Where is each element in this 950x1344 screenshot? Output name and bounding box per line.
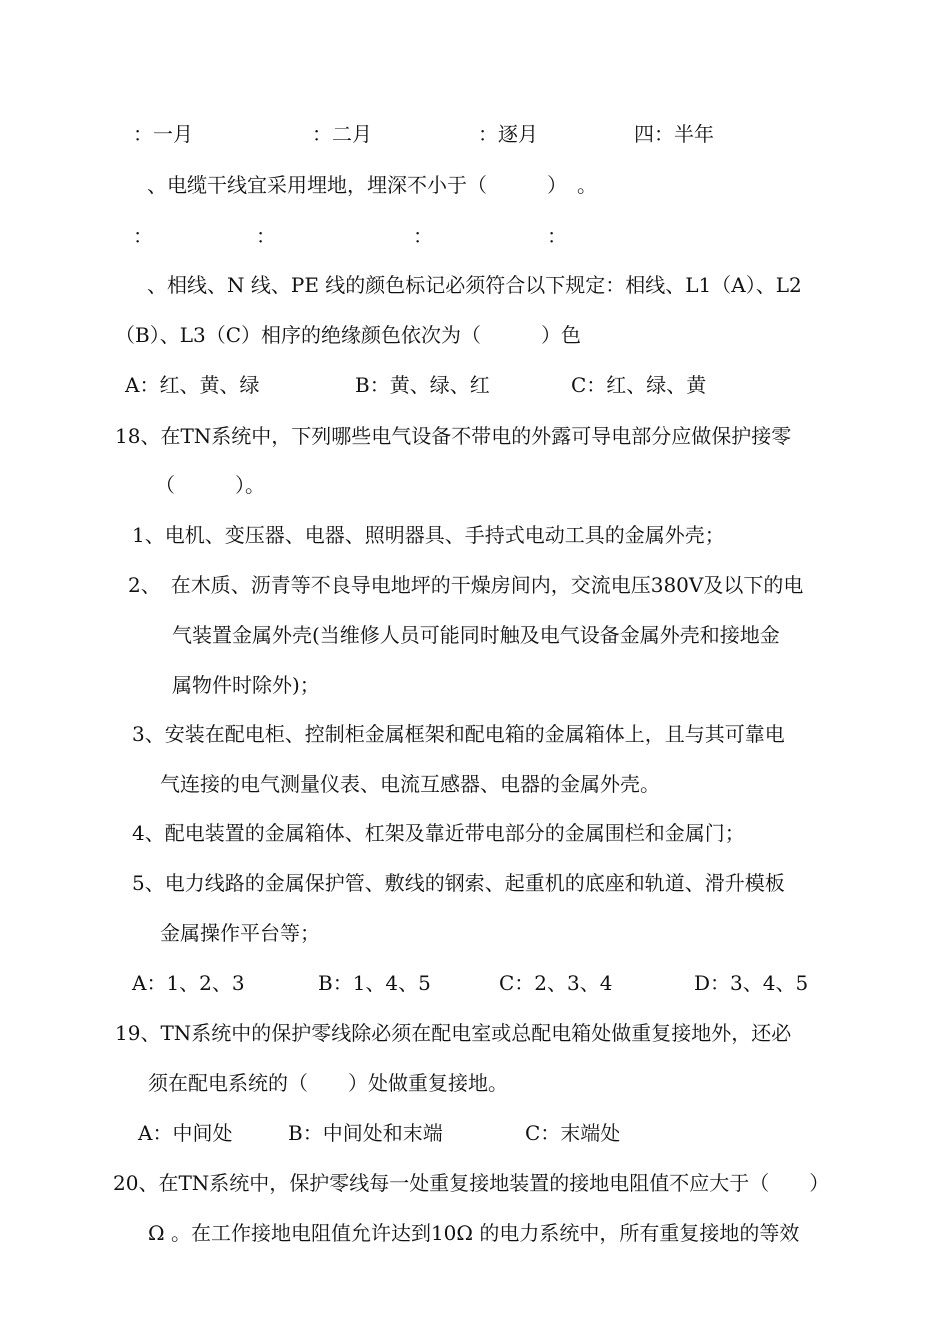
option-b: B：1、4、5: [318, 971, 431, 995]
option-b: B：中间处和末端: [288, 1121, 443, 1145]
option-b: ：二月: [312, 122, 372, 146]
option-a: A：中间处: [138, 1121, 233, 1145]
option-a: A：1、2、3: [132, 971, 245, 995]
option-d: ：: [547, 224, 567, 248]
question-20-stem: 20、在TN系统中，保护零线每一处重复接地装置的接地电阻值不应大于（ ）: [113, 1171, 830, 1195]
option-c: C：末端处: [525, 1121, 621, 1145]
option-c: ：逐月: [478, 122, 538, 146]
option-b: B：黄、绿、红: [355, 373, 490, 397]
list-item-cont: 金属操作平台等；: [160, 921, 320, 945]
question-20-stem-cont: Ω 。在工作接地电阻值允许达到10Ω 的电力系统中，所有重复接地的等效: [148, 1221, 800, 1245]
question-color-stem: 、相线、N 线、PE 线的颜色标记必须符合以下规定：相线、L1（A）、L2: [147, 273, 802, 297]
list-item: 2、 在木质、沥青等不良导电地坪的干燥房间内，交流电压380V及以下的电: [128, 573, 804, 597]
list-item: 3、安装在配电柜、控制柜金属框架和配电箱的金属箱体上，且与其可靠电: [132, 722, 785, 746]
question-19-stem-cont: 须在配电系统的（ ）处做重复接地。: [148, 1071, 508, 1095]
list-item-cont: 属物件时除外)；: [172, 673, 320, 697]
list-item-cont: 气连接的电气测量仪表、电流互感器、电器的金属外壳。: [160, 772, 660, 796]
option-c: C：红、绿、黄: [571, 373, 707, 397]
list-item: 5、电力线路的金属保护管、敷线的钢索、起重机的底座和轨道、滑升模板: [132, 871, 785, 895]
list-item: 4、配电装置的金属箱体、杠架及靠近带电部分的金属围栏和金属门；: [132, 821, 745, 845]
list-item-cont: 气装置金属外壳(当维修人员可能同时触及电气设备金属外壳和接地金: [172, 623, 780, 647]
question-18-stem-cont: （ ）。: [155, 473, 265, 497]
option-a: ：一月: [133, 122, 193, 146]
option-a: A：红、黄、绿: [125, 373, 260, 397]
option-d: 四：半年: [634, 122, 714, 146]
question-cable-stem: 、电缆干线宜采用埋地，埋深不小于（ ） 。: [147, 173, 597, 197]
question-color-stem-cont: （B）、L3（C）相序的绝缘颜色依次为（ ）色: [115, 323, 582, 347]
question-18-stem: 18、在TN系统中，下列哪些电气设备不带电的外露可导电部分应做保护接零: [115, 424, 792, 448]
option-b: ：: [256, 224, 276, 248]
option-c: ：: [413, 224, 433, 248]
option-c: C：2、3、4: [499, 971, 613, 995]
option-d: D：3、4、5: [694, 971, 809, 995]
option-a: ：: [133, 224, 153, 248]
list-item: 1、电机、变压器、电器、照明器具、手持式电动工具的金属外壳；: [132, 523, 725, 547]
question-19-stem: 19、TN系统中的保护零线除必须在配电室或总配电箱处做重复接地外，还必: [115, 1021, 792, 1045]
